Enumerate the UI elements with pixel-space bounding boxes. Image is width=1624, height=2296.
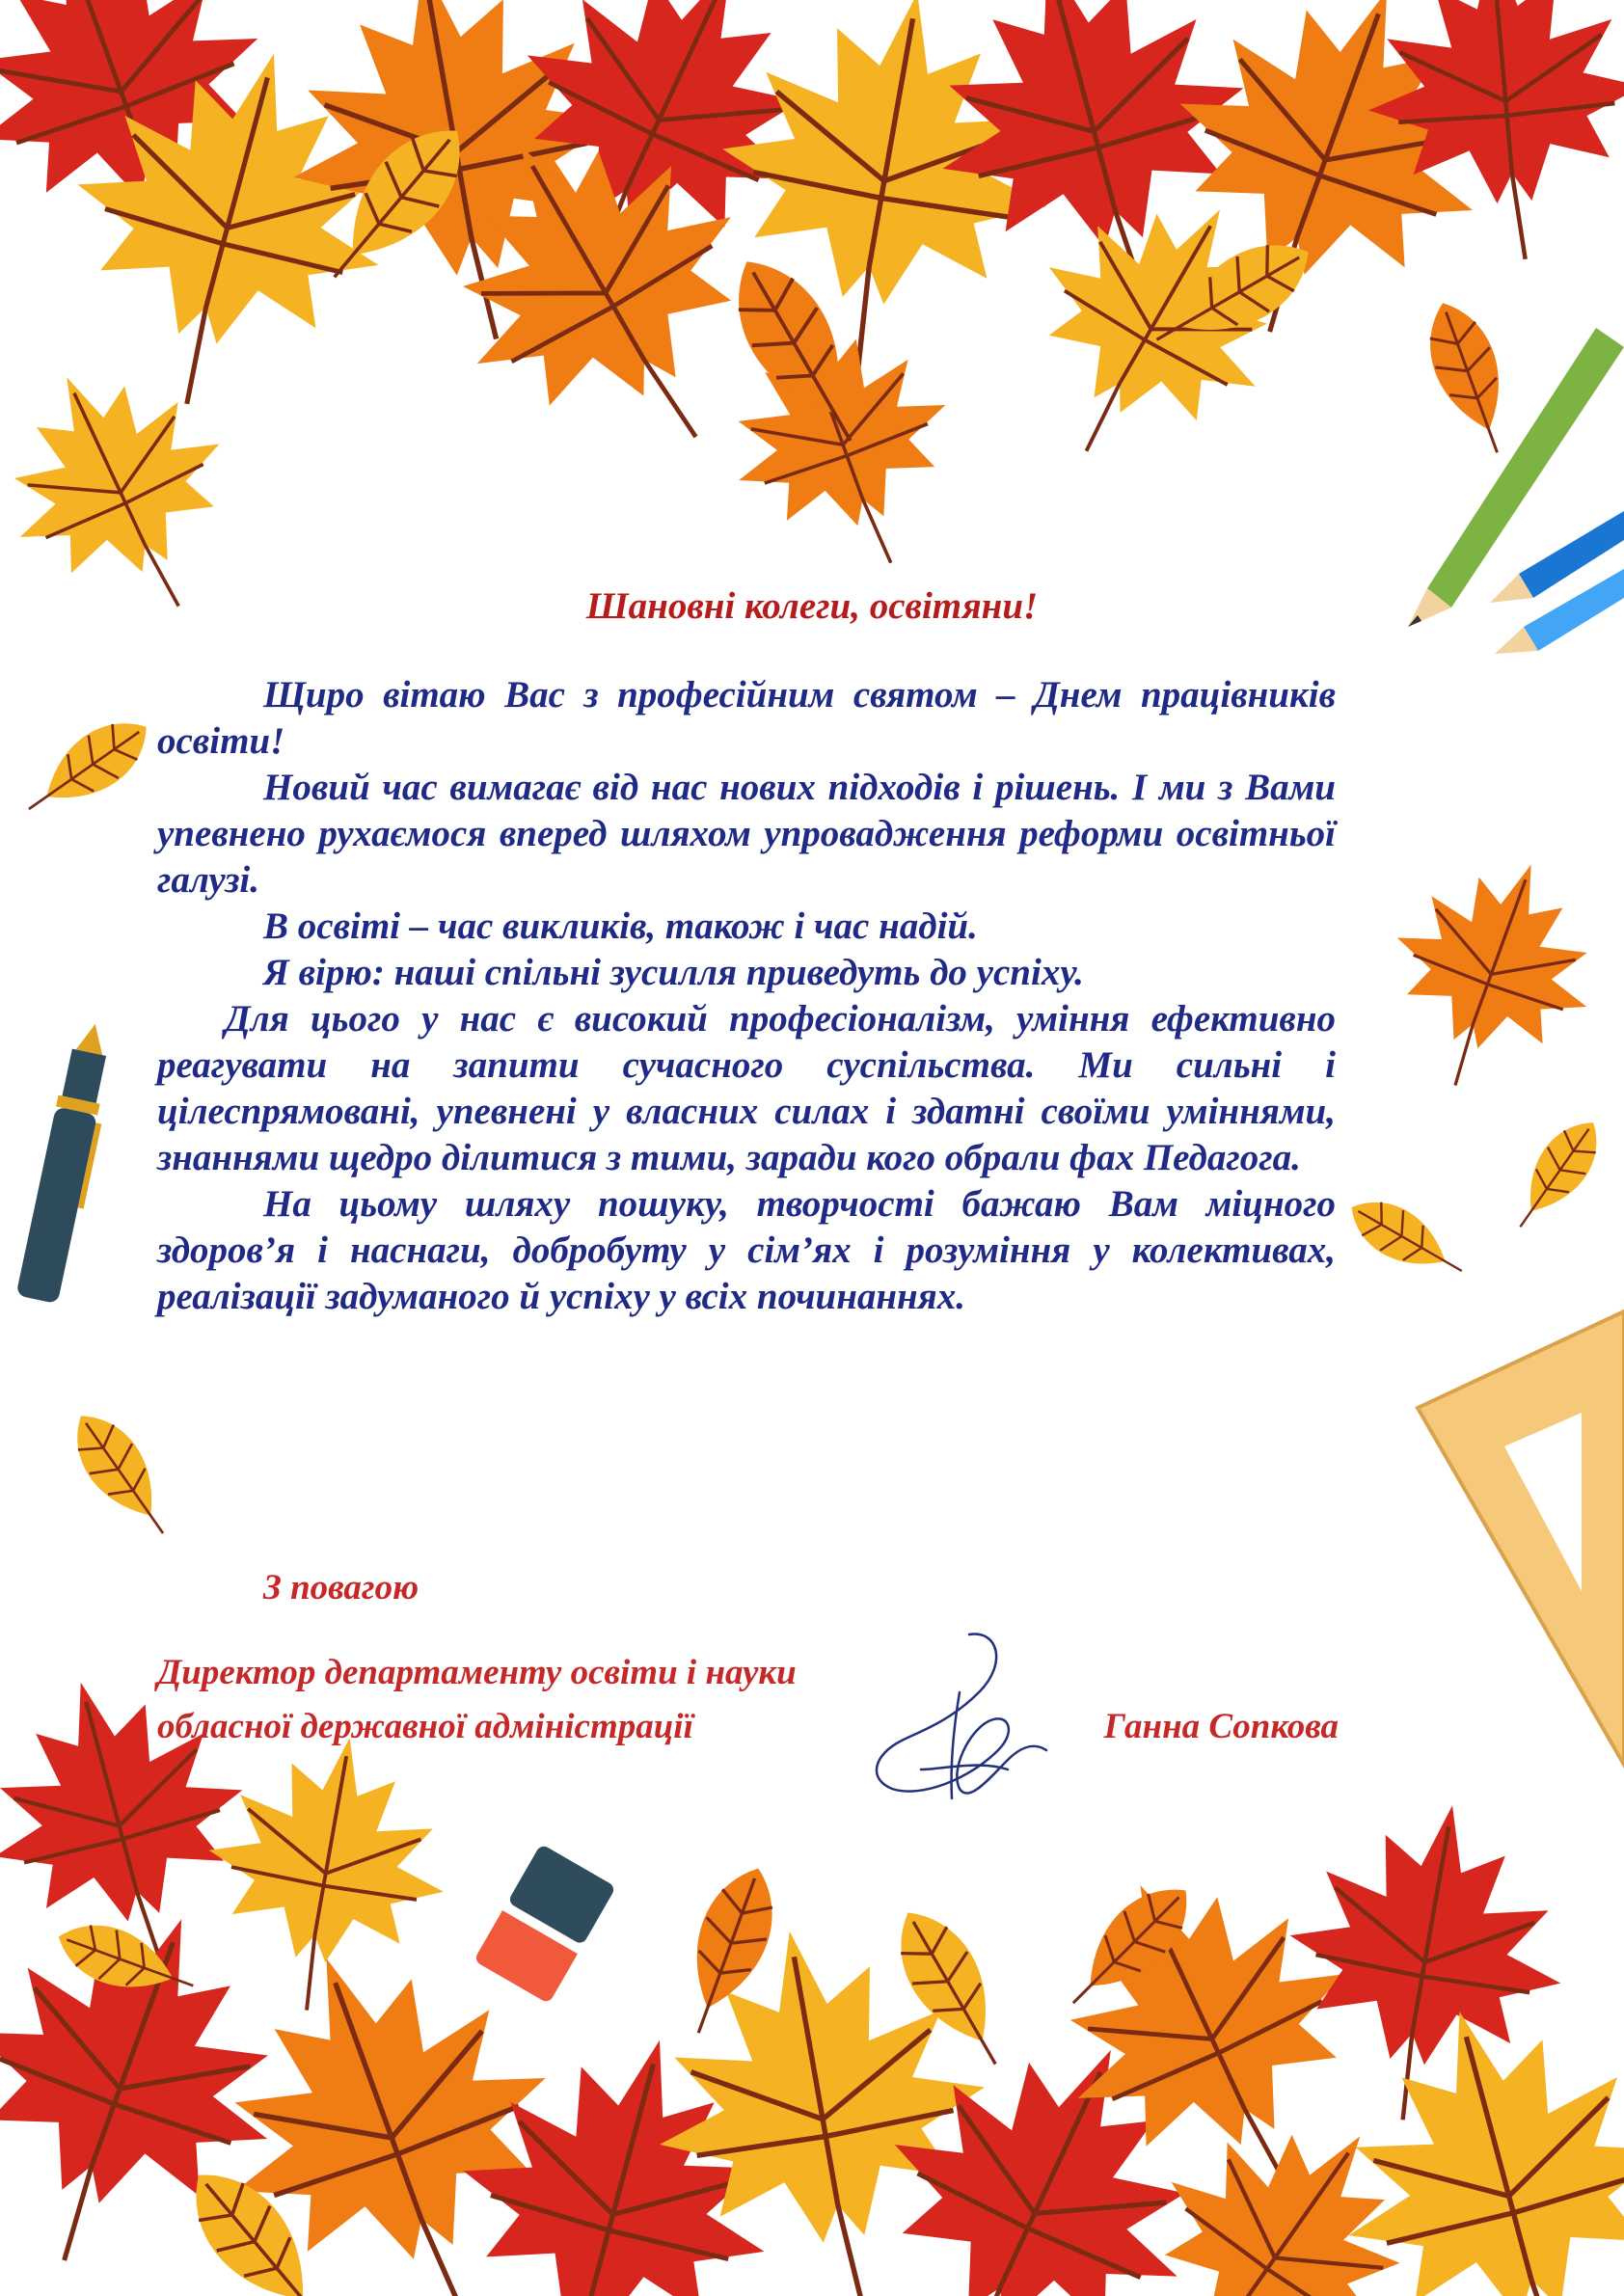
maple-leaf-icon [184,1717,467,2031]
paragraph-6: На цьому шляху пошуку, творчості бажаю Вам міцного здоров’я і наснаги, добробуту у сім’ях і розуміння у колективах, реалізації задуманого й успіху у всіх починаннях. [157,1183,1336,1317]
maple-leaf-icon [696,287,990,602]
closing: З повагою [263,1568,420,1607]
birch-leaf-icon [1340,1186,1475,1292]
paragraph-3: В освіті – час викликів, також і час надій. [263,905,978,947]
maple-leaf-icon [1357,830,1624,1119]
paragraph-5: Для цього у нас є високий професіоналізм, уміння ефективно реагувати на запити сучасного суспільства. Ми сильні і цілеспрямовані, упевнені у власних силах і здатні своїми уміннями, знаннями щедро ділитися з тими, заради кого обрали фах Педагога. [157,998,1336,1178]
eraser-icon [474,1844,616,2004]
birch-leaf-icon [13,704,162,831]
letter-body [157,672,1336,1320]
handwritten-signature [863,1625,1056,1823]
triangle-ruler-icon [1418,1311,1624,1765]
birch-leaf-icon [58,1400,185,1550]
position-line-1: Директор департаменту освіти і науки [157,1653,797,1692]
position-line-2: обласної державної адміністрації [157,1707,693,1746]
birch-leaf-icon [1414,292,1526,463]
paragraph-1: Щиро вітаю Вас з професійним святом – Днем працівників освіти! [157,674,1336,762]
fountain-pen-icon [15,1019,122,1305]
paragraph-4: Я вірю: наші спільні зусилля приведуть до успіху. [263,952,1084,993]
birch-leaf-icon [1501,1108,1614,1240]
paragraph-2: Новий час вимагає від нас нових підходів і рішень. І ми з Вами упевнено рухаємося вперед шляхом упровадження реформи освітньої галузі. [157,767,1336,901]
signer-name: Ганна Сопкова [1103,1707,1339,1746]
greeting: Шановні колеги, освітяни! [585,585,1039,627]
